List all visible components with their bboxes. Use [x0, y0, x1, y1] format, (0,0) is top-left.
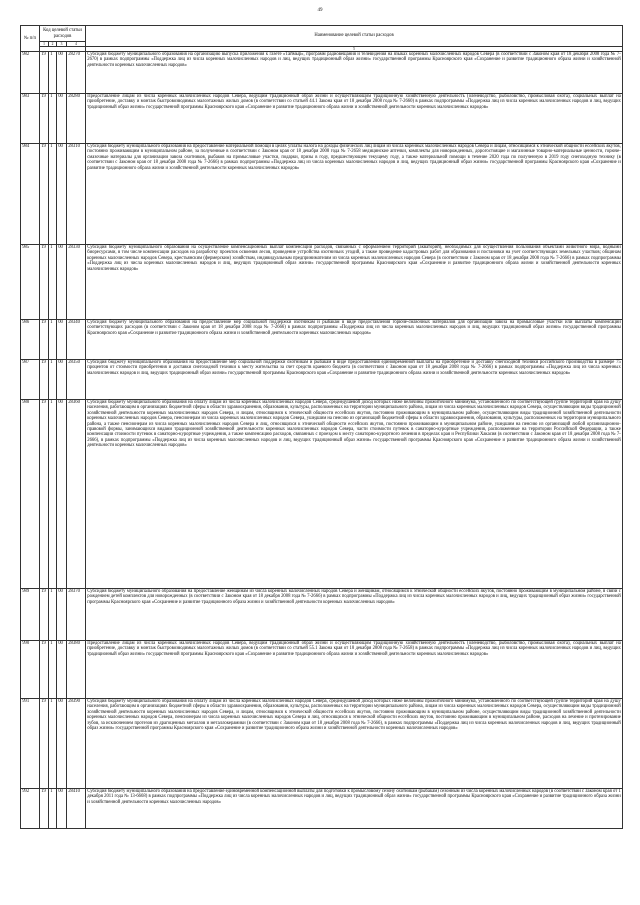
code-part-3: 00 — [57, 699, 67, 789]
row-number: 986 — [21, 320, 40, 360]
table-row — [21, 641, 623, 699]
code-part-2: 1 — [49, 320, 57, 360]
code-part-3: 00 — [57, 52, 67, 94]
row-description: Субсидия бюджету муниципального образования на предоставление материальной помощи в целях уплаты налога на доходы физических лиц лицам из числа коренных малочисленных народов Севера и лицам, относящимся к этнической общности ессейских якутов, постоянно проживающим в муниципальном районе, за полученные в соответствии с Законом края от 18 декабря 2008 года № 7-2658 медицинские аптечки, комплекты для новорожденных, дорогостоящие и магазинные товарно-материальные ценности, горюче-смазочные материалы для организации завоза охотников, рыбаков на промысловые участки, подарки, призы в году, предшествующем текущему году, а также материальной помощи в течение 2020 года по полученную в 2019 году снегоходную технику (в соответствии с Законом края от 18 декабря 2008 года № 7-2666) в рамках подпрограммы «Поддержка лиц из числа коренных малочисленных народов и лиц, ведущих традиционный образ жизни» государственной программы Красноярского края «Сохранение и развитие традиционного образа жизни и хозяйственной деятельности коренных малочисленных народов» — [86, 144, 623, 245]
code-part-2: 1 — [49, 360, 57, 400]
code-part-4: 28360 — [67, 400, 86, 589]
code-part-1: 19 — [40, 699, 49, 789]
code-part-3: 00 — [57, 245, 67, 320]
row-description: Субсидия бюджету муниципального образования на осуществление компенсационных выплат компенсации расходов, связанных с оформлением территорий (акваторий), необходимых для осуществления пользования объектами животного мира, водными биоресурсами, в том числе компенсации расходов на разработку проектов освоения лесов, проведение устройства охотничьих угодий, а также проведение кадастровых работ для образования и постановки на учет соответствующих земельных участков; общинам коренных малочисленных народов Севера, крестьянским (фермерским) хозяйствам, индивидуальным предпринимателям из числа коренных малочисленных народов Севера (в соответствии с Законом края от 18 декабря 2008 года № 7-2666) в рамках подпрограммы «Поддержка лиц из числа коренных малочисленных народов и лиц, ведущих традиционный образ жизни» государственной программы Красноярского края «Сохранение и развитие традиционного образа жизни и хозяйственной деятельности коренных малочисленных народов» — [86, 245, 623, 320]
row-number: 989 — [21, 589, 40, 641]
code-part-4: 28340 — [67, 320, 86, 360]
header-num-4: 4 — [67, 42, 86, 47]
row-description: Субсидия бюджету муниципального образования на предоставление единовременной компенсационной выплаты для подготовки к промысловому сезону охотникам (рыбакам) сезонным из числа коренных малочисленных народов (в соответствии с Законом края от 1 декабря 2011 года № 13-6668) в рамках подпрограммы «Поддержка лиц из числа коренных малочисленных народов и лиц, ведущих традиционный образ жизни» государственной программы Красноярского края «Сохранение и развитие традиционного образа жизни и хозяйственной деятельности коренных малочисленных народов» — [86, 789, 623, 829]
code-part-1: 19 — [40, 641, 49, 699]
page-number: 49 — [317, 8, 323, 13]
row-number: 984 — [21, 144, 40, 245]
row-number: 992 — [21, 789, 40, 829]
code-part-3: 00 — [57, 789, 67, 829]
row-description: Субсидия бюджету муниципального образования на оплату лицам из числа коренных малочисленных народов Севера, среднедушевой доход которых ниже величины прожиточного минимума, установленного по соответствующей группе территорий края на душу населения, работающим в организациях бюджетной сферы в области здравоохранения, образования, культуры, расположенных на территории муниципального района, лицам из числа коренных малочисленных народов Севера, осуществляющим виды традиционной хозяйственной деятельности коренных малочисленных народов Севера, и лицам, относящимся к этнической общности ессейских якутов, постоянно проживающим в муниципальном районе, осуществляющим виды традиционной хозяйственной деятельности коренных малочисленных народов Севера, пенсионерам из числа коренных малочисленных народов Севера, ушедшим на пенсию из организаций бюджетной сферы в области здравоохранения, образования, культуры, расположенных на территории муниципального района, а также пенсионерам из числа коренных малочисленных народов Севера и лиц, относящихся к этнической общности ессейских якутов, постоянно проживающим в муниципальном районе, ушедшим на пенсию из организаций любой организационно-правовой формы, занимающихся видами традиционной хозяйственной деятельности коренных малочисленных народов Севера, части стоимости путевок в санаторно-курортные учреждения, расположенные на территории Российской Федерации, а также компенсации стоимости путевок в санаторно-курортные учреждения, а также компенсацию расходов, связанных с проездом к месту санаторно-курортного лечения в пределах края и Республики Хакасия (в соответствии с Законом края от 18 декабря 2008 года № 7-2666), в рамках подпрограммы «Поддержка лиц из числа коренных малочисленных народов и лиц, ведущих традиционный образ жизни» государственной программы Красноярского края «Сохранение и развитие традиционного образа жизни и хозяйственной деятельности коренных малочисленных народов» — [86, 400, 623, 589]
code-part-4: 28350 — [67, 360, 86, 400]
code-part-4: 28310 — [67, 144, 86, 245]
table-row — [21, 52, 623, 94]
row-number: 982 — [21, 52, 40, 94]
code-part-2: 1 — [49, 641, 57, 699]
row-description: Предоставление лицам из числа коренных малочисленных народов Севера, ведущим традиционный образ жизни и осуществляющим традиционную хозяйственную деятельность (оленеводство, рыболовство, промысловая охота), социальных выплат на приобретение, доставку и монтаж быстровозводимых малоэтажных жилых домов (в соответствии со статьей 44.1 Закона края от 18 декабря 2008 года № 7-2660) в рамках подпрограммы «Поддержка лиц из числа коренных малочисленных народов и лиц, ведущих традиционный образ жизни» государственной программы Красноярского края «Сохранение и развитие традиционного образа жизни и хозяйственной деятельности коренных малочисленных народов» — [86, 94, 623, 144]
header-num-1: 1 — [40, 42, 49, 47]
code-part-1: 19 — [40, 320, 49, 360]
row-description: Субсидия бюджету муниципального образования на предоставление женщинам из числа коренных малочисленных народов Севера и женщинам, относящимся к этнической общности ессейских якутов, постоянно проживающим в муниципальном районе, в связи с рождением детей комплектов для новорожденных (в соответствии с Законом края от 18 декабря 2008 года № 7-2666) в рамках подпрограммы «Поддержка лиц из числа коренных малочисленных народов и лиц, ведущих традиционный образ жизни» государственной программы Красноярского края «Сохранение и развитие традиционного образа жизни и хозяйственной деятельности коренных малочисленных народов» — [86, 589, 623, 641]
code-part-1: 19 — [40, 589, 49, 641]
code-part-3: 00 — [57, 589, 67, 641]
row-number: 990 — [21, 641, 40, 699]
code-part-1: 19 — [40, 360, 49, 400]
row-description: Субсидия бюджету муниципального образования на предоставление мер социальной поддержки охотникам и рыбакам в виде предоставления единовременной выплаты на приобретение и доставку снегоходной техники российского производства в размере 75 процентов от стоимости приобретения и доставки снегоходной техники к месту жительства за счет средств краевого бюджета (в соответствии с Законом края от 18 декабря 2008 года № 7-2666) в рамках подпрограммы «Поддержка лиц из числа коренных малочисленных народов и лиц, ведущих традиционный образ жизни» государственной программы Красноярского края «Сохранение и развитие традиционного образа жизни и хозяйственной деятельности коренных малочисленных народов» — [86, 360, 623, 400]
row-number: 983 — [21, 94, 40, 144]
code-part-3: 00 — [57, 144, 67, 245]
row-number: 991 — [21, 699, 40, 789]
header-num-2: 2 — [49, 42, 57, 47]
table-row — [21, 94, 623, 144]
code-part-1: 19 — [40, 789, 49, 829]
row-description: Предоставление лицам из числа коренных малочисленных народов Севера, ведущим традиционный образ жизни и осуществляющим традиционную хозяйственную деятельность (оленеводство, рыболовство, промысловая охота), социальных выплат на приобретение, доставку и монтаж быстровозводимых малоэтажных жилых домов (в соответствии со статьей 55.1 Закона края от 18 декабря 2008 года № 7-2658) в рамках подпрограммы «Поддержка лиц из числа коренных малочисленных народов и лиц, ведущих традиционный образ жизни» государственной программы Красноярского края «Сохранение и развитие традиционного образа жизни и хозяйственной деятельности коренных малочисленных народов» — [86, 641, 623, 699]
code-part-3: 00 — [57, 641, 67, 699]
code-part-4: 28410 — [67, 789, 86, 829]
row-number: 985 — [21, 245, 40, 320]
header-num-3: 3 — [57, 42, 67, 47]
budget-classification-table — [20, 25, 623, 829]
row-number: 987 — [21, 360, 40, 400]
table-row — [21, 789, 623, 829]
code-part-2: 1 — [49, 245, 57, 320]
code-part-4: 28370 — [67, 589, 86, 641]
table-row — [21, 320, 623, 360]
header-row-number: № п/п — [21, 26, 40, 52]
code-part-4: 28270 — [67, 52, 86, 94]
code-part-1: 19 — [40, 245, 49, 320]
table-body — [21, 52, 623, 829]
code-part-1: 19 — [40, 144, 49, 245]
table-row — [21, 589, 623, 641]
code-part-4: 28390 — [67, 699, 86, 789]
code-part-3: 00 — [57, 400, 67, 589]
table-row — [21, 144, 623, 245]
row-number: 988 — [21, 400, 40, 589]
code-part-2: 1 — [49, 144, 57, 245]
code-part-3: 00 — [57, 94, 67, 144]
code-part-2: 1 — [49, 52, 57, 94]
row-description: Субсидия бюджету муниципального образования на оплату лицам из числа коренных малочисленных народов Севера, среднедушевой доход которых ниже величины прожиточного минимума, установленного по соответствующей группе территорий края на душу населения, работающим в организациях бюджетной сферы в области здравоохранения, образования, культуры, расположенных на территории муниципального района, лицам из числа коренных малочисленных народов Севера, осуществляющим виды традиционной хозяйственной деятельности коренных малочисленных народов Севера, и лицам, относящимся к этнической общности ессейских якутов, постоянно проживающим в муниципальном районе, осуществляющим виды традиционной хозяйственной деятельности коренных малочисленных народов Севера, пенсионерам из числа коренных малочисленных народов Севера и лиц, относящихся к этнической общности ессейских якутов, постоянно проживающим в муниципальном районе, расходов на лечение и протезирование зубов, за исключением протезов из драгоценных металлов и металлокерамики (в соответствии с Законом края от 18 декабря 2008 года № 7-2666), в рамках подпрограммы «Поддержка лиц из числа коренных малочисленных народов и лиц, ведущих традиционный образ жизни» государственной программы Красноярского края «Сохранение и развитие традиционного образа жизни и хозяйственной деятельности коренных малочисленных народов» — [86, 699, 623, 789]
code-part-2: 1 — [49, 699, 57, 789]
code-part-1: 19 — [40, 400, 49, 589]
row-description: Субсидия бюджету муниципального образования на предоставление мер социальной поддержки охотникам и рыбакам в виде предоставления горюче-смазочных материалов для организации завоза на промысловые участки или выплаты компенсации соответствующих расходов (в соответствии с Законом края от 18 декабря 2008 года № 7-2666) в рамках подпрограммы «Поддержка лиц из числа коренных малочисленных народов и лиц, ведущих традиционный образ жизни» государственной программы Красноярского края «Сохранение и развитие традиционного образа жизни и хозяйственной деятельности коренных малочисленных народов» — [86, 320, 623, 360]
header-target-code: Код целевой статьи расходов — [40, 26, 86, 42]
code-part-1: 19 — [40, 94, 49, 144]
table-row — [21, 400, 623, 589]
code-part-2: 1 — [49, 94, 57, 144]
code-part-4: 28380 — [67, 641, 86, 699]
code-part-3: 00 — [57, 360, 67, 400]
code-part-3: 00 — [57, 320, 67, 360]
header-target-name: Наименование целевой статьи расходов — [86, 26, 623, 47]
code-part-4: 28330 — [67, 245, 86, 320]
code-part-1: 19 — [40, 52, 49, 94]
code-part-2: 1 — [49, 400, 57, 589]
table-row — [21, 699, 623, 789]
code-part-4: 28280 — [67, 94, 86, 144]
code-part-2: 1 — [49, 589, 57, 641]
code-part-2: 1 — [49, 789, 57, 829]
header-num-5: 5 — [86, 47, 623, 52]
table-row — [21, 245, 623, 320]
row-description: Субсидия бюджету муниципального образования на организацию выпуска приложения к газете «Таймыр», программ радиовещания и телевидения на языках коренных малочисленных народов Севера (в соответствии с Законом края от 18 декабря 2008 года № 7-2670) в рамках подпрограммы «Поддержка лиц из числа коренных малочисленных народов и лиц, ведущих традиционный образ жизни» государственной программы Красноярского края «Сохранение и развитие традиционного образа жизни и хозяйственной деятельности коренных малочисленных народов» — [86, 52, 623, 94]
table-row — [21, 360, 623, 400]
